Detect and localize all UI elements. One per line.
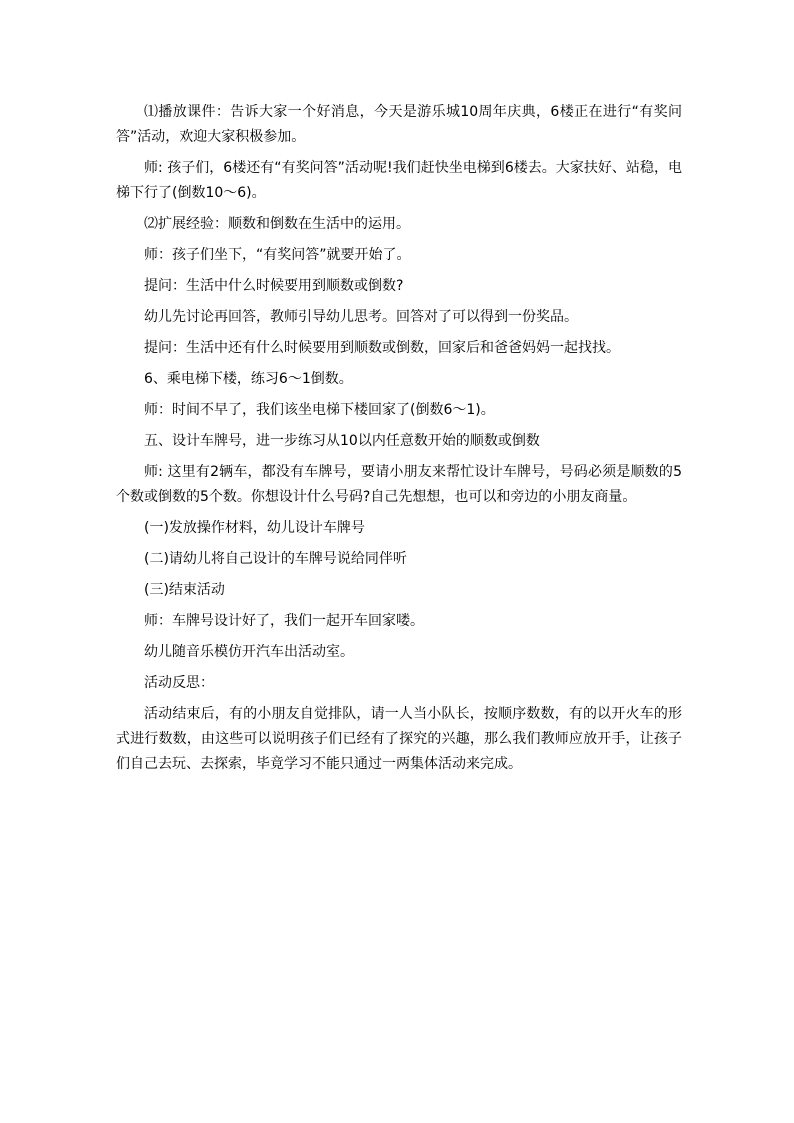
paragraph: 师: 这里有2辆车，都没有车牌号，要请小朋友来帮忙设计车牌号，号码必须是顺数的5个数或倒数的5个数。你想设计什么号码?自己先想想，也可以和旁边的小朋友商量。 (116, 464, 682, 505)
section-heading: 五、设计车牌号，进一步练习从10以内任意数开始的顺数或倒数 (144, 433, 540, 449)
paragraph: 提问：生活中什么时候要用到顺数或倒数? (144, 278, 404, 294)
paragraph: 提问：生活中还有什么时候要用到顺数或倒数，回家后和爸爸妈妈一起找找。 (144, 340, 620, 356)
paragraph: 师：孩子们坐下，“有奖问答”就要开始了。 (144, 247, 411, 263)
paragraph: (三)结束活动 (144, 582, 225, 598)
paragraph: 活动结束后，有的小朋友自觉排队，请一人当小队长，按顺序数数，有的以开火车的形式进行数数，由这些可以说明孩子们已经有了探究的兴趣，那么我们教师应放开手，让孩子们自己去玩、去探索，毕竟学习不能只通过一两集体活动来完成。 (116, 706, 682, 772)
paragraph: ⑴播放课件：告诉大家一个好消息，今天是游乐城10周年庆典，6楼正在进行“有奖问答”活动，欢迎大家积极参加。 (116, 104, 682, 145)
paragraph: 幼儿随音乐模仿开汽车出活动室。 (144, 644, 354, 660)
paragraph: (二)请幼儿将自己设计的车牌号说给同伴听 (144, 551, 407, 567)
paragraph: 幼儿先讨论再回答，教师引导幼儿思考。回答对了可以得到一份奖品。 (144, 309, 578, 325)
paragraph: (一)发放操作材料，幼儿设计车牌号 (144, 520, 365, 536)
paragraph: 师：车牌号设计好了，我们一起开车回家喽。 (144, 613, 424, 629)
reflection-heading: 活动反思： (144, 675, 214, 691)
paragraph: ⑵扩展经验：顺数和倒数在生活中的运用。 (144, 216, 410, 232)
document-body (116, 100, 682, 777)
paragraph: 师：时间不早了，我们该坐电梯下楼回家了(倒数6～1)。 (144, 402, 495, 418)
paragraph: 师: 孩子们，6楼还有“有奖问答”活动呢!我们赶快坐电梯到6楼去。大家扶好、站稳，电梯下行了(倒数10～6)。 (116, 160, 682, 201)
paragraph: 6、乘电梯下楼，练习6～1倒数。 (144, 371, 353, 387)
